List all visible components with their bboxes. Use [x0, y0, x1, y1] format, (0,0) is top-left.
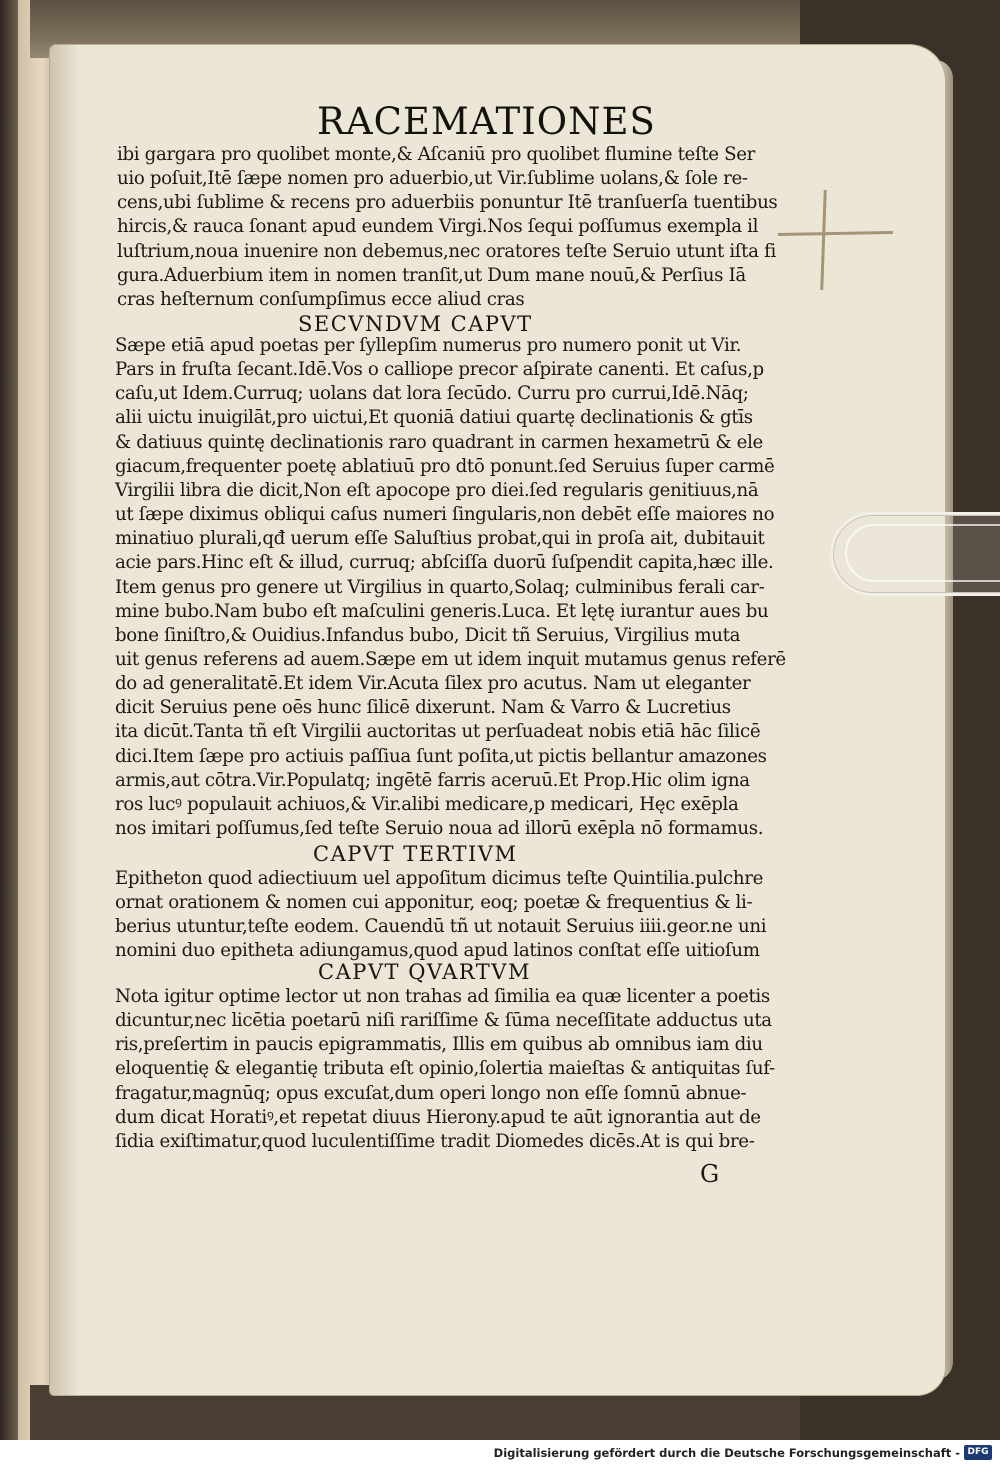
text-line: fragatur,magnūq; opus excuſat,dum operi longo non eſſe ſomnū abnue-: [115, 1082, 747, 1104]
text-line: eloquentię & elegantię tributa eſt opinio,ſolertia maieſtas & antiquitas ſuf-: [115, 1058, 775, 1080]
text-line: acie pars.Hinc eſt & illud, curruq; abſciſſa duorū ſuſpendit capita,hæc ille.: [115, 552, 774, 574]
text-line: cras heſternum conſumpſimus ecce aliud cras: [117, 288, 525, 310]
text-line: minatiuo plurali,qđ uerum eſſe Saluſtius probat,qui in proſa ait, dubitauit: [115, 528, 765, 550]
text-line: ſidia exiſtimatur,quod luculentiſſime tradit Diomedes dicēs.At is qui bre-: [115, 1130, 755, 1152]
text-line: gura.Aduerbium item in nomen tranſit,ut Dum mane nouū,& Perſius Iā: [117, 264, 746, 286]
dfg-logo: DFG: [964, 1445, 992, 1460]
text-line: hircis,& rauca ſonant apud eundem Virgi.Nos ſequi poſſumus exempla il: [117, 216, 759, 238]
text-line: dici.Item ſæpe pro actiuis paſſiua ſunt poſita,ut pictis bellantur amazones: [115, 745, 767, 767]
text-line: nos imitari poſſumus,ſed teſte Seruio noua ad illorū exēpla nō formamus.: [115, 818, 764, 839]
chapter-heading: CAPVT TERTIVM: [313, 842, 518, 866]
funding-credit: Digitalisierung gefördert durch die Deutsche Forschungsgemeinschaft -: [493, 1446, 960, 1460]
text-line: ibi gargara pro quolibet monte,& Aſcaniū pro quolibet flumine teſte Ser: [117, 144, 756, 165]
chapter-heading: CAPVT QVARTVM: [318, 960, 531, 984]
text-line: Virgilii libra die dicit,Non eſt apocope pro diei.ſed regularis genitiuus,nā: [115, 479, 759, 501]
text-line: ris,preſertim in paucis epigrammatis, Illis em quibus ab omnibus iam diu: [115, 1034, 763, 1056]
text-line: Nota igitur optime lector ut non trahas ad ſimilia ea quæ licenter a poetis: [115, 986, 770, 1007]
text-line: dicuntur,nec licētia poetarū niſi rariſſime & ſūma neceſſitate adductus uta: [115, 1010, 772, 1032]
text-line: uio poſuit,Itē ſæpe nomen pro aduerbio,ut Vir.ſublime uolans,& ſole re-: [117, 168, 748, 190]
text-line: Sæpe etiā apud poetas per ſyllepſim numerus pro numero ponit ut Vir.: [115, 335, 742, 356]
running-head: RACEMATIONES: [317, 100, 656, 143]
text-line: & datiuus quintę declinationis raro quadrant in carmen hexametrū & ele: [115, 431, 763, 453]
footer-bar: [0, 1440, 1000, 1467]
text-line: ornat orationem & nomen cui apponitur, eoq; poetæ & frequentius & li-: [115, 892, 753, 914]
text-line: ita dicūt.Tanta tñ eſt Virgilii auctoritas ut perſuadeat nobis etiā hāc ſilicē: [115, 721, 761, 743]
signature-mark: G: [700, 1160, 720, 1188]
text-line: giacum,frequenter poetę ablatiuū pro dtō ponunt.ſed Seruius ſuper carmē: [115, 455, 775, 477]
page-clip-inner: [845, 524, 1000, 582]
text-line: ut ſæpe diximus obliqui caſus numeri ſingularis,non debēt eſſe maiores no: [115, 504, 775, 526]
right-background: [945, 0, 1000, 1440]
text-line: Epitheton quod adiectiuum uel appoſitum dicimus teſte Quintilia.pulchre: [115, 868, 763, 889]
text-line: dicit Seruius pene oēs hunc ſilicē dixerunt. Nam & Varro & Lucretius: [115, 697, 731, 719]
text-line: cens,ubi ſublime & recens pro aduerbiis ponuntur Itē tranſuerſa tuentibus: [117, 192, 778, 214]
text-line: alii uictu inuigilāt,pro uictui,Et quoniā datiui quartę declinationis & gtīs: [115, 407, 753, 429]
text-line: berius utuntur,teſte eodem. Cauendū tñ ut notauit Seruius iiii.geor.ne uni: [115, 916, 767, 938]
text-line: Item genus pro genere ut Virgilius in quarto,Solaq; culminibus ferali car-: [115, 576, 765, 598]
text-line: uit genus referens ad auem.Sæpe em ut idem inquit mutamus genus referē: [115, 648, 786, 670]
text-line: armis,aut cōtra.Vir.Populatq; ingētē farris aceruū.Et Prop.Hic olim igna: [115, 769, 750, 791]
text-line: bone ſiniſtro,& Ouidius.Infandus bubo, Dicit tñ Seruius, Virgilius muta: [115, 624, 741, 646]
page-gutter-shadow: [50, 45, 80, 1395]
text-line: dum dicat Horatiꝰ,et repetat diuus Hierony.apud te aūt ignorantia aut de: [115, 1106, 761, 1128]
text-line: do ad generalitatē.Et idem Vir.Acuta ſilex pro acutus. Nam ut eleganter: [115, 673, 751, 695]
text-line: luſtrium,noua inuenire non debemus,nec oratores teſte Seruio utunt iſta fi: [117, 240, 776, 262]
text-line: ros lucꝰ populauit achiuos,& Vir.alibi medicare,p medicari, Hęc exēpla: [115, 793, 739, 815]
text-line: mine bubo.Nam bubo eſt maſculini generis.Luca. Et lętę iurantur aues bu: [115, 600, 769, 622]
text-line: caſu,ut Idem.Curruq; uolans dat lora ſecūdo. Curru pro currui,Idē.Nāq;: [115, 383, 749, 405]
text-line: Pars in fruſta ſecant.Idē.Vos o calliope precor aſpirate canenti. Et caſus,p: [115, 359, 764, 381]
text-line: nomini duo epitheta adiungamus,quod apud latinos conſtat eſſe uitioſum: [115, 940, 760, 962]
chapter-heading: SECVNDVM CAPVT: [298, 312, 533, 336]
